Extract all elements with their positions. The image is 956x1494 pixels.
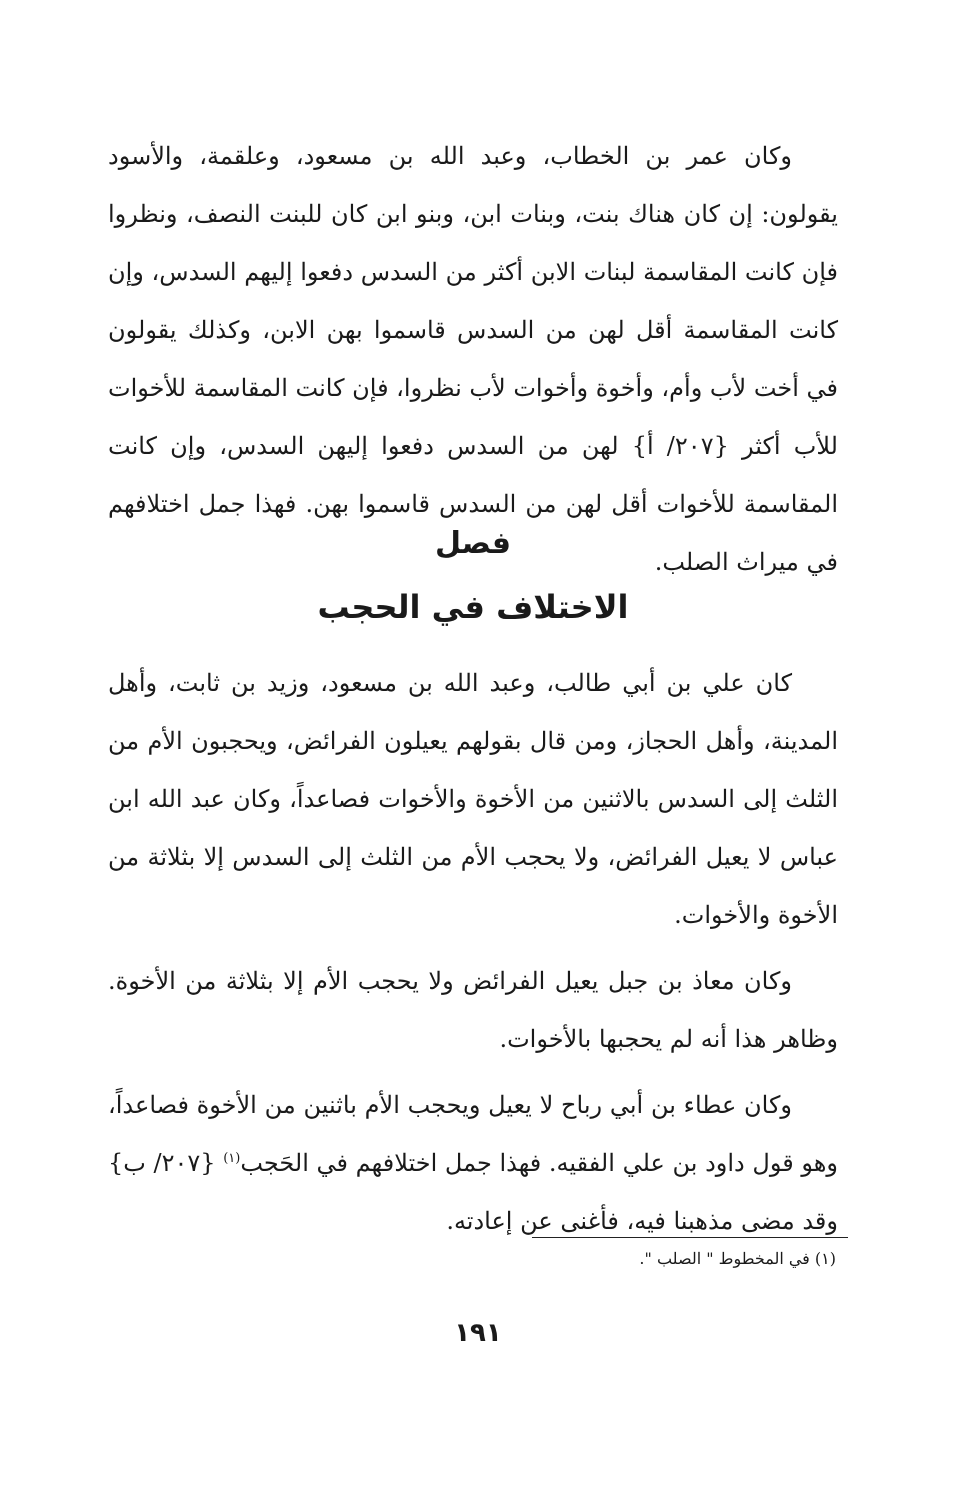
page-number: ١٩١ [454, 1318, 502, 1348]
footnote-rule [532, 1237, 848, 1238]
body-paragraph-3 [108, 1076, 838, 1250]
body-paragraph-2: وكان معاذ بن جبل يعيل الفرائض ولا يحجب الأم إلا بثلاثة من الأخوة. وظاهر هذا أنه لم يحجبها بالأخوات. [108, 967, 838, 1053]
section-label: فصل [435, 526, 511, 561]
intro-paragraph: وكان عمر بن الخطاب، وعبد الله بن مسعود، وعلقمة، والأسود يقولون: إن كان هناك بنت، وبنات ابن، وبنو ابن كان للبنت النصف، ونظروا فإن كانت المقاسمة لبنات الابن أكثر من السدس دفعوا إليهم السدس، وإن كانت المقاسمة أقل لهن من السدس قاسموا بهن الابن، وكذلك يقولون في أخت لأب وأم، وأخوة وأخوات لأب نظروا، فإن كانت المقاسمة للأخوات للأب أكثر {٢٠٧/ أ} لهن من السدس دفعوا إليهن السدس، وإن كانت المقاسمة للأخوات أقل لهن من السدس قاسموا بهن. فهذا جمل اختلافهم في ميراث الصلب. [107, 142, 838, 576]
footnote-marker: (١) [223, 1151, 241, 1166]
body-paragraph-3-end: {٢٠٧/ ب} وقد مضى مذهبنا فيه، فأغنى عن إعادته. [108, 1149, 838, 1235]
intro-text [108, 127, 838, 591]
body-paragraph-3-start: وكان عطاء بن أبي رباح لا يعيل ويحجب الأم باثنين من الأخوة فصاعداً، وهو قول داود بن علي الفقيه. فهذا جمل اختلافهم في الحَجب [108, 1091, 838, 1177]
section-heading: الاختلاف في الحجب [317, 588, 629, 626]
footnote: (١) في المخطوط " الصلب ". [639, 1249, 836, 1268]
body-paragraph-1: كان علي بن أبي طالب، وعبد الله بن مسعود، وزيد بن ثابت، وأهل المدينة، وأهل الحجاز، ومن قال بقولهم يعيلون الفرائض، ويحجبون الأم من الثلث إلى السدس بالاثنين من الأخوة والأخوات فصاعداً، وكان عبد الله ابن عباس لا يعيل الفرائض، ولا يحجب الأم من الثلث إلى السدس إلا بثلاثة من الأخوة والأخوات. [108, 669, 839, 929]
body-text [108, 654, 838, 1258]
